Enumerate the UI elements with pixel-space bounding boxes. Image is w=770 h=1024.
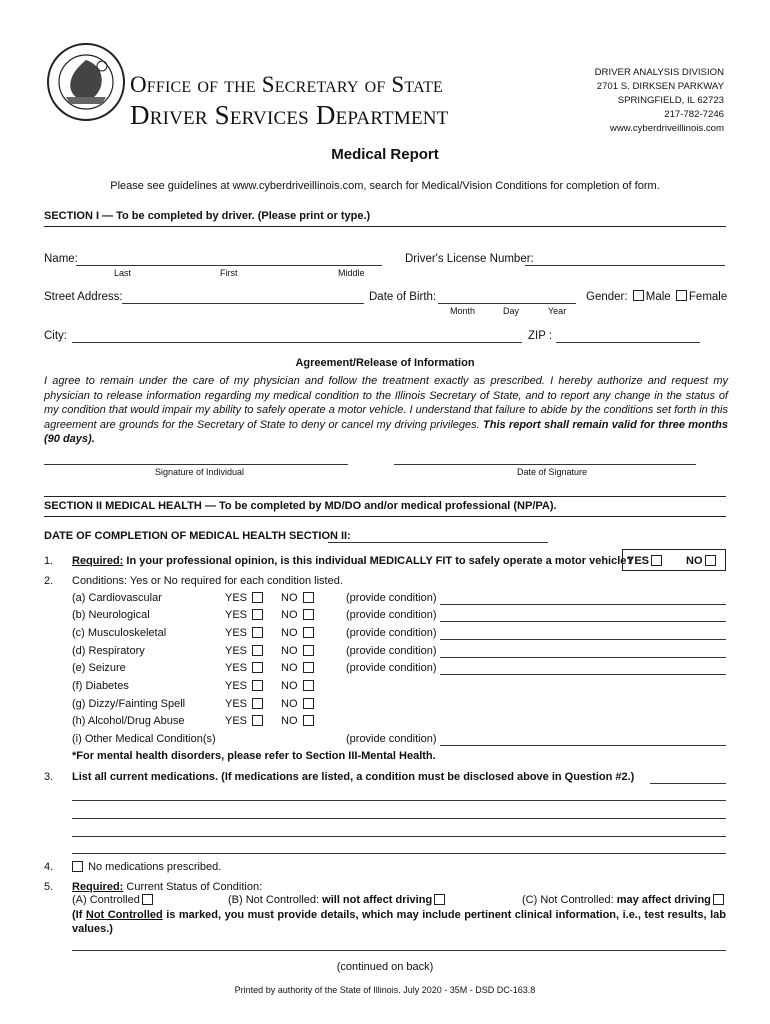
condition-no [281,627,316,639]
no-medications-label: No medications prescribed. [88,861,222,873]
q1-number: 1. [44,555,54,567]
condition-no-checkbox[interactable] [303,609,314,620]
provide-condition-label: (provide condition) [346,645,437,657]
printed-by: Printed by authority of the State of Illinois. July 2020 - 35M - DSD DC-163.8 [234,985,536,995]
section1-rule [44,226,726,227]
name-label: Name: [44,253,78,265]
condition-label: (h) Alcohol/Drug Abuse [72,715,185,727]
agreement-validity: This report shall remain valid for three months (90 days). [44,418,728,445]
dob-sub-day: Day [503,306,520,316]
medications-line-0[interactable] [650,783,726,784]
division-phone: 217-782-7246 [664,109,724,120]
gender-female-label: Female [688,291,728,303]
condition-no [281,680,316,692]
condition-label: (g) Dizzy/Fainting Spell [72,698,186,710]
condition-label: (i) Other Medical Condition(s) [72,733,216,745]
medications-line-3[interactable] [72,836,726,837]
date-signature-line[interactable] [394,464,696,465]
form-title: Medical Report [331,146,439,163]
condition-no-label: NO [281,698,298,710]
condition-no-checkbox[interactable] [303,662,314,673]
condition-label: (d) Respiratory [72,645,145,657]
condition-yes-label: YES [225,645,248,657]
gender-label: Gender: [586,291,628,303]
q1-yes-checkbox[interactable] [651,555,662,566]
condition-yes-checkbox[interactable] [252,627,263,638]
section2-date-label: DATE OF COMPLETION OF MEDICAL HEALTH SECTION II: [44,530,351,542]
signature-label: Signature of Individual [155,467,245,477]
q5-note-post: is marked, you must provide details, which may include pertinent clinical information, i.e., test results, lab values.) [72,909,726,935]
gender-field [586,291,727,303]
q1-no-checkbox[interactable] [705,555,716,566]
condition-label: (c) Musculoskeletal [72,627,167,639]
zip-input[interactable] [556,342,700,343]
section2-rule-bottom [44,516,726,517]
condition-yes [225,680,265,692]
agency-line-1 [130,72,443,98]
condition-no [281,662,316,674]
zip-label: ZIP : [528,330,553,342]
q5-note-pre: (If [72,909,83,921]
condition-yes-label: YES [225,609,248,621]
condition-no-checkbox[interactable] [303,592,314,603]
provide-condition-label: (provide condition) [346,733,437,745]
condition-yes [225,645,265,657]
q4-number: 4. [44,861,54,873]
q1-question: In your professional opinion, is this individual MEDICALLY FIT to safely operate a motor vehicle? [126,555,634,567]
license-label: Driver's License Number: [405,253,534,265]
street-label: Street Address: [44,291,123,303]
condition-label: (b) Neurological [72,609,150,621]
q3-text: List all current medications. (If medications are listed, a condition must be disclosed above in Question #2.) [72,771,635,783]
q3-number: 3. [44,771,54,783]
provide-condition-label: (provide condition) [346,662,437,674]
gender-male-label: Male [645,291,671,303]
dob-sub-year: Year [548,306,567,316]
q5-option-a-label: (A) Controlled [72,894,140,906]
condition-no [281,645,316,657]
division-street: 2701 S. DIRKSEN PARKWAY [596,81,724,92]
agency-line-2 [130,100,448,131]
name-input[interactable] [76,265,382,266]
q5-question: Current Status of Condition: [126,881,263,893]
q2-number: 2. [44,575,54,587]
agreement-body: I agree to remain under the care of my physician and follow the treatment exactly as prescribed. I hereby authorize and request my physician to release information regarding my medical condition to the Illinois Secretary of State, and to report any change in the status of my condition that would impair my ability to safely operate a motor vehicle. I understand that failure to abide by the conditions set forth in this agreement are grounds for the Secretary of State to deny or cancel my driving privileges. [44,375,728,431]
provide-condition-input[interactable] [440,639,726,640]
condition-no-label: NO [281,592,298,604]
provide-condition-input[interactable] [440,657,726,658]
q5-option-c-bold: may affect driving [616,894,711,906]
name-sub-middle: Middle [338,268,365,278]
name-sub-first: First [220,268,238,278]
medications-line-2[interactable] [72,818,726,819]
provide-condition-input[interactable] [440,745,726,746]
q5-option-b-label: (B) Not Controlled: [228,894,320,906]
q1-yes-label: YES [627,555,650,567]
continued-on-back: (continued on back) [336,961,434,973]
condition-yes [225,698,265,710]
condition-no-checkbox[interactable] [303,715,314,726]
condition-yes-label: YES [225,698,248,710]
condition-yes [225,592,265,604]
condition-yes [225,627,265,639]
condition-yes-checkbox[interactable] [252,592,263,603]
q5-option-c-checkbox[interactable] [713,894,724,905]
q1-required: Required: [72,555,124,567]
provide-condition-input[interactable] [440,621,726,622]
division-address [595,66,724,136]
section2-heading: SECTION II MEDICAL HEALTH — To be completed by MD/DO and/or medical professional (NP/PA). [44,500,557,512]
condition-yes-checkbox[interactable] [252,715,263,726]
condition-no [281,698,316,710]
q5-option-b-checkbox[interactable] [434,894,445,905]
medications-line-1[interactable] [72,800,726,801]
mental-health-note: *For mental health disorders, please refer to Section III-Mental Health. [72,750,436,762]
q5-option-a-checkbox[interactable] [142,894,153,905]
q4-field [70,861,221,873]
q1-yes [627,555,664,567]
division-name: DRIVER ANALYSIS DIVISION [594,67,724,78]
q5-required: Required: [72,881,124,893]
provide-condition-input[interactable] [440,604,726,605]
condition-yes-checkbox[interactable] [252,680,263,691]
provide-condition-label: (provide condition) [346,592,437,604]
q5-option-b-bold: will not affect driving [322,894,433,906]
division-city: SPRINGFIELD, IL 62723 [617,95,724,106]
division-web: www.cyberdriveillinois.com [609,123,724,134]
section2-rule-top [44,496,726,497]
condition-no-label: NO [281,715,298,727]
q5-option-c-label: (C) Not Controlled: [522,894,614,906]
condition-no-label: NO [281,627,298,639]
section1-heading: SECTION I — To be completed by driver. (Please print or type.) [44,210,371,222]
q1-no [686,555,718,567]
date-signature-label: Date of Signature [517,467,588,477]
city-input[interactable] [72,342,522,343]
condition-no [281,609,316,621]
q2-text: Conditions: Yes or No required for each condition listed. [72,575,343,587]
condition-label: (e) Seizure [72,662,126,674]
agreement-title: Agreement/Release of Information [295,357,475,369]
condition-yes [225,662,265,674]
dob-input[interactable] [438,303,576,304]
agency-line-1-text: Office of the Secretary of State [130,72,444,97]
condition-label: (f) Diabetes [72,680,129,692]
section2-date-input[interactable] [328,542,548,543]
provide-condition-label: (provide condition) [346,609,437,621]
condition-no-checkbox[interactable] [303,627,314,638]
q5-number: 5. [44,881,54,893]
license-input[interactable] [525,265,725,266]
condition-no-label: NO [281,645,298,657]
condition-yes-label: YES [225,715,248,727]
q5-note-underlined: Not Controlled [85,909,163,921]
condition-yes [225,609,265,621]
condition-no-checkbox[interactable] [303,680,314,691]
q5-option-b [228,894,447,906]
dob-label: Date of Birth: [369,291,437,303]
q5-details-line[interactable] [72,950,726,951]
condition-yes-label: YES [225,680,248,692]
condition-no-checkbox[interactable] [303,645,314,656]
state-seal [46,42,126,122]
condition-no [281,715,316,727]
street-input[interactable] [122,303,364,304]
signature-line[interactable] [44,464,348,465]
condition-no [281,592,316,604]
provide-condition-label: (provide condition) [346,627,437,639]
condition-yes-label: YES [225,592,248,604]
city-label: City: [44,330,67,342]
q1-no-label: NO [686,555,703,567]
medications-line-4[interactable] [72,853,726,854]
condition-label: (a) Cardiovascular [72,592,162,604]
no-medications-checkbox[interactable] [72,861,83,872]
condition-no-label: NO [281,680,298,692]
condition-no-label: NO [281,609,298,621]
dob-sub-month: Month [450,306,476,316]
agency-line-2-text: Driver Services Department [130,100,449,130]
q5-option-c [522,894,726,906]
condition-yes-label: YES [225,627,248,639]
gender-female-checkbox[interactable] [676,290,687,301]
q5-option-a [72,894,155,906]
guidelines-text: Please see guidelines at www.cyberdriveillinois.com, search for Medical/Vision Conditions for completion of form. [110,180,660,192]
q5-text [72,881,262,893]
q1-text [72,555,633,567]
condition-yes-checkbox[interactable] [252,662,263,673]
condition-yes-label: YES [225,662,248,674]
condition-no-checkbox[interactable] [303,698,314,709]
condition-yes-checkbox[interactable] [252,698,263,709]
condition-yes-checkbox[interactable] [252,609,263,620]
name-sub-last: Last [114,268,132,278]
agreement-text [44,374,728,447]
condition-no-label: NO [281,662,298,674]
gender-male-checkbox[interactable] [633,290,644,301]
condition-yes-checkbox[interactable] [252,645,263,656]
q5-note [72,908,726,936]
provide-condition-input[interactable] [440,674,726,675]
condition-yes [225,715,265,727]
